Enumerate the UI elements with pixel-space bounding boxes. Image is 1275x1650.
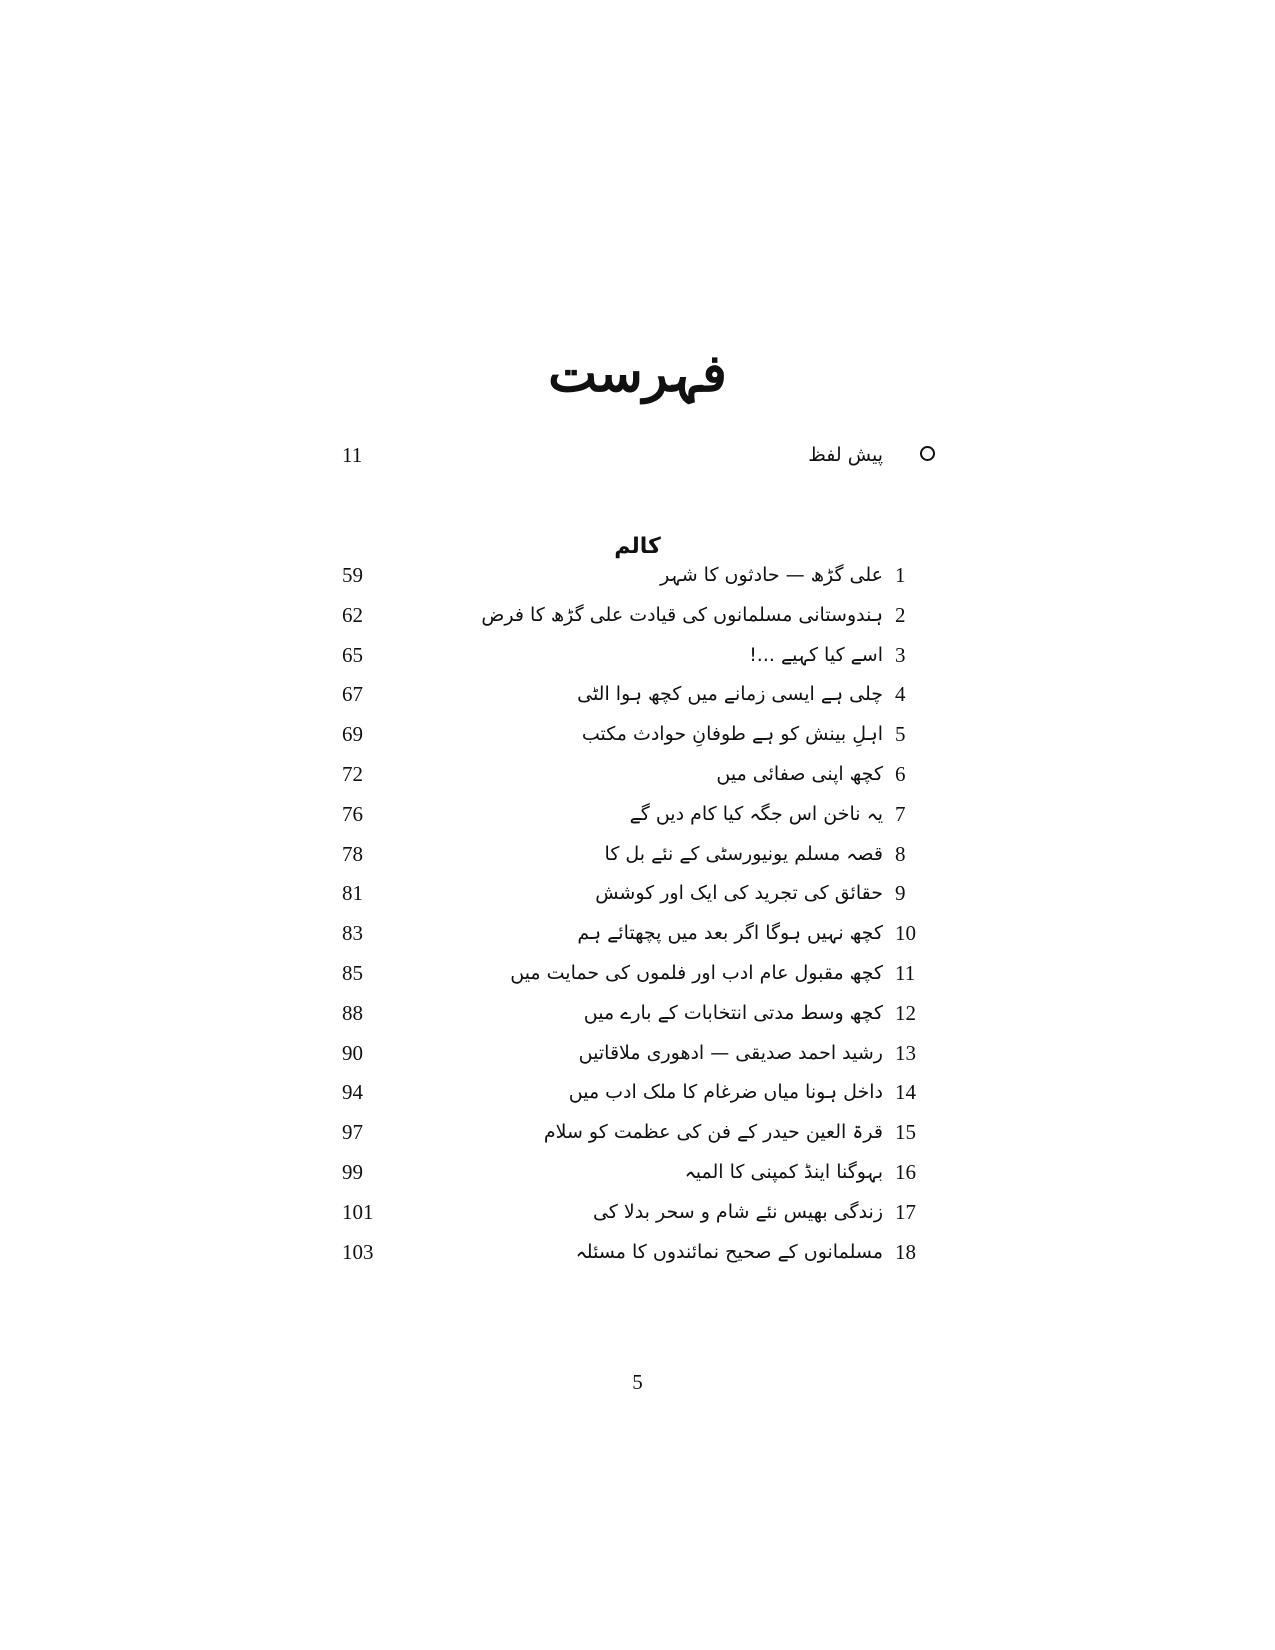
entry-page-number: 94 [342, 1080, 363, 1104]
toc-entry [330, 1194, 935, 1230]
entry-number: 18 [895, 1240, 916, 1264]
entry-number: 5 [895, 722, 906, 746]
entry-page-number: 83 [342, 921, 363, 945]
toc-entry [330, 875, 935, 911]
entry-page-number: 78 [342, 842, 363, 866]
entry-title: حقائق کی تجرید کی ایک اور کوشش [595, 882, 883, 904]
entry-title: بہوگنا اینڈ کمپنی کا المیہ [684, 1161, 883, 1183]
toc-entry [330, 1035, 935, 1071]
toc-entry [330, 756, 935, 792]
toc-entry [330, 597, 935, 633]
entry-page-number: 101 [342, 1200, 374, 1224]
entry-number: 14 [895, 1080, 916, 1104]
entry-title: مسلمانوں کے صحیح نمائندوں کا مسئلہ [575, 1241, 883, 1263]
entry-title: زندگی بھیس نئے شام و سحر بدلا کی [592, 1201, 883, 1223]
entry-number: 8 [895, 842, 906, 866]
entry-page-number: 62 [342, 603, 363, 627]
toc-entry [330, 676, 935, 712]
entry-page-number: 99 [342, 1160, 363, 1184]
toc-entry [330, 1154, 935, 1190]
toc-entry [330, 716, 935, 752]
toc-entry [330, 796, 935, 832]
page-title: فہرست [548, 343, 727, 404]
entry-title: یہ ناخن اس جگہ کیا کام دیں گے [629, 803, 883, 825]
entry-number: 13 [895, 1041, 916, 1065]
entry-title: رشید احمد صدیقی — ادھوری ملاقاتیں [578, 1042, 883, 1064]
entry-page-number: 69 [342, 722, 363, 746]
entry-number: 15 [895, 1120, 916, 1144]
entry-number: 12 [895, 1001, 916, 1025]
entry-page-number: 76 [342, 802, 363, 826]
toc-entry [330, 836, 935, 872]
toc-entry [330, 955, 935, 991]
toc-entry [330, 557, 935, 593]
entry-number: 2 [895, 603, 906, 627]
entry-number: 6 [895, 762, 906, 786]
preface-entry [330, 437, 935, 473]
entry-number: 3 [895, 643, 906, 667]
entry-page-number: 67 [342, 682, 363, 706]
hollow-circle-bullet-icon [920, 446, 935, 461]
entry-number: 4 [895, 682, 906, 706]
toc-entry [330, 1114, 935, 1150]
entry-number: 9 [895, 881, 906, 905]
entry-title: چلی ہے ایسی زمانے میں کچھ ہوا الٹی [577, 683, 883, 705]
toc-entry [330, 1234, 935, 1270]
entry-title: علی گڑھ — حادثوں کا شہر [660, 564, 883, 586]
entry-title: اہلِ بینش کو ہے طوفانِ حوادث مکتب [581, 723, 883, 745]
entry-number: 17 [895, 1200, 916, 1224]
entry-title: پیش لفظ [808, 444, 883, 466]
entry-page-number: 65 [342, 643, 363, 667]
entry-number: 16 [895, 1160, 916, 1184]
toc-entry [330, 637, 935, 673]
toc-entry [330, 1074, 935, 1110]
entry-title: قصہ مسلم یونیورسٹی کے نئے بل کا [604, 843, 883, 865]
entry-page-number: 97 [342, 1120, 363, 1144]
entry-number: 7 [895, 802, 906, 826]
entry-page-number: 81 [342, 881, 363, 905]
entry-title: کچھ مقبول عام ادب اور فلموں کی حمایت میں [510, 962, 883, 984]
entry-title: داخل ہونا میاں ضرغام کا ملک ادب میں [568, 1081, 883, 1103]
entry-title: کچھ نہیں ہوگا اگر بعد میں پچھتائے ہم [577, 922, 883, 944]
toc-entry [330, 915, 935, 951]
entry-page-number: 88 [342, 1001, 363, 1025]
entry-number: 10 [895, 921, 916, 945]
entry-title: قرۃ العین حیدر کے فن کی عظمت کو سلام [543, 1121, 883, 1143]
entry-page-number: 90 [342, 1041, 363, 1065]
entry-title: کچھ اپنی صفائی میں [716, 763, 883, 785]
page-number: 5 [632, 1370, 643, 1394]
entry-title: کچھ وسط مدتی انتخابات کے بارے میں [583, 1002, 883, 1024]
section-heading: کالم [614, 534, 661, 559]
entry-page-number: 11 [342, 443, 363, 467]
entry-page-number: 72 [342, 762, 363, 786]
entry-title: اسے کیا کہیے ...! [749, 644, 883, 666]
entry-page-number: 103 [342, 1240, 374, 1264]
toc-entry [330, 995, 935, 1031]
entry-page-number: 59 [342, 563, 363, 587]
entry-page-number: 85 [342, 961, 363, 985]
entry-title: ہندوستانی مسلمانوں کی قیادت علی گڑھ کا فرض [481, 604, 883, 626]
entry-number: 11 [895, 961, 916, 985]
entry-number: 1 [895, 563, 906, 587]
